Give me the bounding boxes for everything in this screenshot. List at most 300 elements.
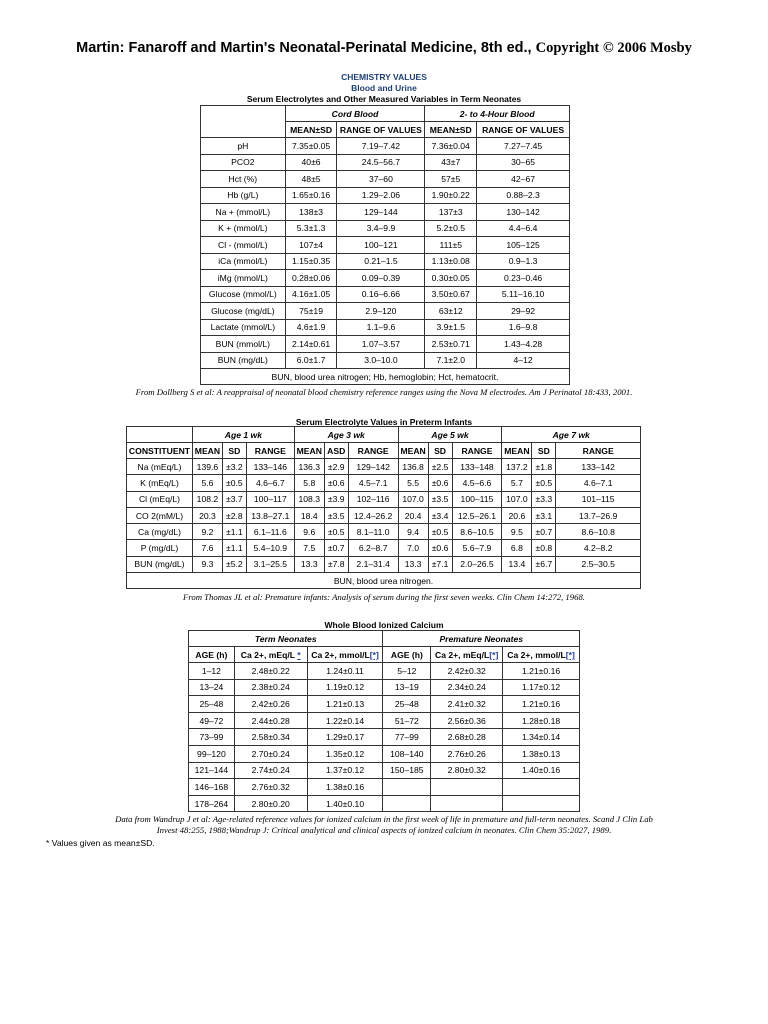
footnote-link[interactable]: [*] <box>489 649 499 660</box>
table-cell <box>431 795 503 812</box>
table-cell: 0.21–1.5 <box>337 253 425 270</box>
row-label: 121–144 <box>189 762 235 779</box>
row-label: 73–99 <box>189 729 235 746</box>
group-header: Premature Neonates <box>383 631 580 647</box>
table-cell: 1.65±0.16 <box>285 187 337 204</box>
table-cell: 0.16–6.66 <box>337 286 425 303</box>
table-cell: 2.0–26.5 <box>452 556 502 572</box>
table-cell: 2.44±0.28 <box>234 712 307 729</box>
table-cell: 13.4 <box>502 556 532 572</box>
column-header: RANGE OF VALUES <box>337 122 425 138</box>
table-cell: 2.34±0.24 <box>431 679 503 696</box>
table-cell: 100–115 <box>452 491 502 507</box>
table-row <box>189 679 580 696</box>
table-cell: ±0.7 <box>324 540 348 556</box>
row-label: K (mEq/L) <box>127 475 193 491</box>
table-cell: 3.1–25.5 <box>246 556 294 572</box>
page-title <box>0 40 768 57</box>
row-label: Hct (%) <box>201 171 286 188</box>
source-citation: Data from Wandrup J et al: Age-related reference values for ionized calcium in the first week of life in premature and full-term neonates. Scand J Clin Lab <box>115 814 653 824</box>
table-cell: 129–144 <box>337 204 425 221</box>
table-cell: ±0.6 <box>324 475 348 491</box>
table-cell: 2.80±0.32 <box>431 762 503 779</box>
table-cell: ±0.5 <box>222 475 246 491</box>
table-cell: 7.6 <box>192 540 222 556</box>
table-cell: 4.4–6.4 <box>477 220 570 237</box>
row-label: Cl - (mmol/L) <box>201 237 286 254</box>
table-cell: 7.36±0.04 <box>425 138 477 155</box>
table-cell: 1.40±0.16 <box>503 762 580 779</box>
table-cell: ±3.4 <box>428 507 452 523</box>
chemistry-values-title: CHEMISTRY VALUES <box>341 72 427 82</box>
table-cell: 5.11–16.10 <box>477 286 570 303</box>
row-label: 13–24 <box>189 679 235 696</box>
table-cell: ±0.8 <box>532 540 556 556</box>
column-header: SD <box>532 443 556 459</box>
row-label: Glucose (mmol/L) <box>201 286 286 303</box>
table-row <box>127 524 641 540</box>
table-cell: 77–99 <box>383 729 431 746</box>
table-cell: 108–140 <box>383 745 431 762</box>
term-neonates-table <box>200 105 570 385</box>
copyright: Copyright © 2006 Mosby <box>535 40 692 56</box>
table-cell: 9.3 <box>192 556 222 572</box>
column-header: RANGE <box>556 443 641 459</box>
table-cell: 2.1–31.4 <box>348 556 398 572</box>
table-row <box>201 319 570 336</box>
source-citation: Invest 48:255, 1988;Wandrup J: Critical analytical and clinical aspects of ionized calcium in neonates. Clin Chem 35:2027, 1989. <box>156 825 612 835</box>
table-cell: 107.0 <box>502 491 532 507</box>
table-row <box>201 352 570 369</box>
table-cell: 100–121 <box>337 237 425 254</box>
source-citation: From Dollberg S et al: A reappraisal of neonatal blood chemistry reference ranges using the Nova M electrodes. Am J Perinatol 18:433, 2001. <box>135 387 633 397</box>
table-cell: 2.42±0.32 <box>431 663 503 680</box>
table-cell: 25–48 <box>383 696 431 713</box>
table-cell: ±7.8 <box>324 556 348 572</box>
table-cell: 1.43–4.28 <box>477 336 570 353</box>
table-cell: 107±4 <box>285 237 337 254</box>
ionized-calcium-table-title: Whole Blood Ionized Calcium <box>324 620 444 630</box>
row-label: 49–72 <box>189 712 235 729</box>
table-cell: 138±3 <box>285 204 337 221</box>
row-label: P (mg/dL) <box>127 540 193 556</box>
table-cell: 7.19–7.42 <box>337 138 425 155</box>
table-cell: 12.4–26.2 <box>348 507 398 523</box>
table-cell: 1.21±0.13 <box>307 696 383 713</box>
book-title: Martin: Fanaroff and Martin's Neonatal-Perinatal Medicine, 8th ed., <box>76 40 532 56</box>
table-row <box>127 491 641 507</box>
table-cell: 2.5–30.5 <box>556 556 641 572</box>
table-cell: 9.6 <box>294 524 324 540</box>
values-footnote: * Values given as mean±SD. <box>46 838 155 848</box>
table-row <box>201 270 570 287</box>
table-cell: ±1.8 <box>532 459 556 475</box>
column-header: MEAN <box>398 443 428 459</box>
table-cell: 0.30±0.05 <box>425 270 477 287</box>
table-cell: 150–185 <box>383 762 431 779</box>
table-cell: 1.29±0.17 <box>307 729 383 746</box>
table-cell: ±2.9 <box>324 459 348 475</box>
table-cell: 4.6–6.7 <box>246 475 294 491</box>
table-cell: 4.5–7.1 <box>348 475 398 491</box>
table-row <box>127 507 641 523</box>
preterm-table <box>126 426 641 589</box>
table-cell: 5.6–7.9 <box>452 540 502 556</box>
table-cell <box>383 779 431 796</box>
ionized-calcium-table <box>188 630 580 812</box>
table-cell: 137.2 <box>502 459 532 475</box>
table-cell: ±7.1 <box>428 556 452 572</box>
table-cell: ±3.1 <box>532 507 556 523</box>
table-cell: 108.2 <box>192 491 222 507</box>
table-cell: ±2.5 <box>428 459 452 475</box>
group-header: Cord Blood <box>285 106 425 122</box>
column-header <box>431 647 503 663</box>
table-cell: 13.7–26.9 <box>556 507 641 523</box>
table-cell: 102–116 <box>348 491 398 507</box>
table-cell: 2.48±0.22 <box>234 663 307 680</box>
table-cell: 0.28±0.06 <box>285 270 337 287</box>
table-row <box>201 138 570 155</box>
table-row <box>189 745 580 762</box>
table-row <box>189 712 580 729</box>
table-cell: ±0.6 <box>428 475 452 491</box>
table-cell: 30–65 <box>477 154 570 171</box>
table-cell: ±3.9 <box>324 491 348 507</box>
table-cell: 1.1–9.6 <box>337 319 425 336</box>
table-cell: 13.3 <box>398 556 428 572</box>
table-cell: 130–142 <box>477 204 570 221</box>
table-cell: 3.50±0.67 <box>425 286 477 303</box>
table-cell: 101–115 <box>556 491 641 507</box>
table-row <box>189 762 580 779</box>
row-label: BUN (mg/dL) <box>127 556 193 572</box>
table-cell: 1.22±0.14 <box>307 712 383 729</box>
table-cell: 136.3 <box>294 459 324 475</box>
table-cell <box>503 795 580 812</box>
table-cell: 5.5 <box>398 475 428 491</box>
blank-corner <box>201 106 286 138</box>
table-cell: 3.4–9.9 <box>337 220 425 237</box>
column-header: MEAN <box>294 443 324 459</box>
group-header: Age 1 wk <box>192 427 294 443</box>
table-cell: 29–92 <box>477 303 570 320</box>
row-label: 146–168 <box>189 779 235 796</box>
table-cell: 5.7 <box>502 475 532 491</box>
table-cell: 1.90±0.22 <box>425 187 477 204</box>
table-cell: 1.6–9.8 <box>477 319 570 336</box>
table-cell: ±1.1 <box>222 524 246 540</box>
table-cell: 1.21±0.16 <box>503 696 580 713</box>
table-cell: 4.6–7.1 <box>556 475 641 491</box>
row-label: Na (mEq/L) <box>127 459 193 475</box>
table-cell: 7.27–7.45 <box>477 138 570 155</box>
table-cell: ±0.6 <box>428 540 452 556</box>
row-label: Na + (mmol/L) <box>201 204 286 221</box>
table-cell: 2.74±0.24 <box>234 762 307 779</box>
column-header-text: Ca 2+, mEq/L <box>240 649 295 660</box>
table-row <box>201 204 570 221</box>
table-cell: 1.34±0.14 <box>503 729 580 746</box>
table-cell: 20.3 <box>192 507 222 523</box>
column-header: ASD <box>324 443 348 459</box>
table-cell: 1.28±0.18 <box>503 712 580 729</box>
table-cell: 2.38±0.24 <box>234 679 307 696</box>
table-cell: 133–148 <box>452 459 502 475</box>
table-cell: 0.9–1.3 <box>477 253 570 270</box>
column-header: RANGE OF VALUES <box>477 122 570 138</box>
table-cell: 24.5–56.7 <box>337 154 425 171</box>
table-cell: ±1.1 <box>222 540 246 556</box>
table-cell: 7.0 <box>398 540 428 556</box>
table-cell: 8.1–11.0 <box>348 524 398 540</box>
column-header-text: Ca 2+, mmol/L <box>311 649 370 660</box>
table-cell: 2.76±0.26 <box>431 745 503 762</box>
row-label: 178–264 <box>189 795 235 812</box>
row-label: K + (mmol/L) <box>201 220 286 237</box>
table-cell: 1.38±0.13 <box>503 745 580 762</box>
column-header <box>234 647 307 663</box>
group-header: Age 7 wk <box>502 427 641 443</box>
table-cell: ±3.5 <box>428 491 452 507</box>
table-cell: 1.21±0.16 <box>503 663 580 680</box>
table-row <box>189 795 580 812</box>
table-cell: 5.3±1.3 <box>285 220 337 237</box>
table-cell: 0.88–2.3 <box>477 187 570 204</box>
table-cell: 4.5–6.6 <box>452 475 502 491</box>
blood-urine-subtitle: Blood and Urine <box>351 83 417 93</box>
column-header-text: Ca 2+, mEq/L <box>435 649 490 660</box>
table-cell: 6.8 <box>502 540 532 556</box>
table-cell: ±3.2 <box>222 459 246 475</box>
table-cell: 1.38±0.16 <box>307 779 383 796</box>
table-cell: 1.19±0.12 <box>307 679 383 696</box>
table-cell <box>503 779 580 796</box>
table-cell: 13.3 <box>294 556 324 572</box>
table-row <box>201 286 570 303</box>
table-row <box>127 475 641 491</box>
table-cell: 2.42±0.26 <box>234 696 307 713</box>
preterm-table-title: Serum Electrolyte Values in Preterm Infants <box>295 417 473 427</box>
table-cell: ±3.7 <box>222 491 246 507</box>
table-cell: 42–67 <box>477 171 570 188</box>
table-cell: 8.6–10.5 <box>452 524 502 540</box>
table-cell: 100–117 <box>246 491 294 507</box>
column-header <box>503 647 580 663</box>
row-label: iCa (mmol/L) <box>201 253 286 270</box>
table-cell: 12.5–26.1 <box>452 507 502 523</box>
table-row <box>201 171 570 188</box>
row-label: BUN (mg/dL) <box>201 352 286 369</box>
table-cell: 7.5 <box>294 540 324 556</box>
table-cell: 75±19 <box>285 303 337 320</box>
source-citation: From Thomas JL et al: Premature infants: Analysis of serum during the first seven weeks. Clin Chem 14:272, 1968. <box>183 592 585 602</box>
table-cell: 136.8 <box>398 459 428 475</box>
column-header <box>307 647 383 663</box>
table-cell: 0.09–0.39 <box>337 270 425 287</box>
table-row <box>201 237 570 254</box>
table-cell: 108.3 <box>294 491 324 507</box>
table-cell: 129–142 <box>348 459 398 475</box>
table-row <box>127 556 641 572</box>
column-header: RANGE <box>348 443 398 459</box>
table-cell: 5.6 <box>192 475 222 491</box>
table-cell: ±6.7 <box>532 556 556 572</box>
table-cell: 2.68±0.28 <box>431 729 503 746</box>
table-cell: 2.56±0.36 <box>431 712 503 729</box>
table-cell: 6.2–8.7 <box>348 540 398 556</box>
table-cell: 1.24±0.11 <box>307 663 383 680</box>
table-row <box>189 779 580 796</box>
table-cell: ±2.8 <box>222 507 246 523</box>
table-cell: 1.40±0.10 <box>307 795 383 812</box>
row-label: CO 2(mM/L) <box>127 507 193 523</box>
footnote-link[interactable]: [*] <box>369 649 379 660</box>
row-label: 99–120 <box>189 745 235 762</box>
table-footnote: BUN, blood urea nitrogen. <box>127 573 641 589</box>
table-cell: 5.4–10.9 <box>246 540 294 556</box>
table-cell: 40±6 <box>285 154 337 171</box>
table-cell: 48±5 <box>285 171 337 188</box>
table-cell: ±0.7 <box>532 524 556 540</box>
table-cell: 1.37±0.12 <box>307 762 383 779</box>
row-label: Lactate (mmol/L) <box>201 319 286 336</box>
table-cell: 63±12 <box>425 303 477 320</box>
group-header: Term Neonates <box>189 631 383 647</box>
table-row <box>201 220 570 237</box>
row-label: Cl (mEq/L) <box>127 491 193 507</box>
table-cell: 1.35±0.12 <box>307 745 383 762</box>
table-cell: 2.80±0.20 <box>234 795 307 812</box>
term-neonates-table-title: Serum Electrolytes and Other Measured Variables in Term Neonates <box>246 94 522 104</box>
row-label: Hb (g/L) <box>201 187 286 204</box>
table-cell: 2.14±0.61 <box>285 336 337 353</box>
row-label: BUN (mmol/L) <box>201 336 286 353</box>
table-cell: 13.8–27.1 <box>246 507 294 523</box>
column-header: RANGE <box>452 443 502 459</box>
table-cell: 7.1±2.0 <box>425 352 477 369</box>
table-cell: ±3.5 <box>324 507 348 523</box>
table-cell: 2.9–120 <box>337 303 425 320</box>
table-cell: ±5.2 <box>222 556 246 572</box>
column-header: CONSTITUENT <box>127 443 193 459</box>
table-cell: 37–60 <box>337 171 425 188</box>
row-label: 25–48 <box>189 696 235 713</box>
table-cell: 1.07–3.57 <box>337 336 425 353</box>
table-cell: 1.15±0.35 <box>285 253 337 270</box>
table-cell: 105–125 <box>477 237 570 254</box>
table-row <box>127 540 641 556</box>
table-cell: ±0.5 <box>324 524 348 540</box>
table-cell: 3.0–10.0 <box>337 352 425 369</box>
table-footnote: BUN, blood urea nitrogen; Hb, hemoglobin; Hct, hematocrit. <box>201 369 570 385</box>
table-cell: ±3.3 <box>532 491 556 507</box>
table-row <box>189 729 580 746</box>
table-cell: 139.6 <box>192 459 222 475</box>
table-cell: 2.53±0.71 <box>425 336 477 353</box>
table-cell: 2.41±0.32 <box>431 696 503 713</box>
table-cell: ±0.5 <box>428 524 452 540</box>
table-cell: 133–142 <box>556 459 641 475</box>
table-cell: 3.9±1.5 <box>425 319 477 336</box>
footnote-link[interactable]: [*] <box>565 649 575 660</box>
table-cell: 51–72 <box>383 712 431 729</box>
table-cell: 2.58±0.34 <box>234 729 307 746</box>
table-row <box>189 696 580 713</box>
table-cell: 6.0±1.7 <box>285 352 337 369</box>
table-cell: 111±5 <box>425 237 477 254</box>
table-cell: 0.23–0.46 <box>477 270 570 287</box>
table-cell: 1.13±0.08 <box>425 253 477 270</box>
table-cell: 5–12 <box>383 663 431 680</box>
table-cell: 5.2±0.5 <box>425 220 477 237</box>
row-label: PCO2 <box>201 154 286 171</box>
group-header: 2- to 4-Hour Blood <box>425 106 570 122</box>
table-cell: 2.76±0.32 <box>234 779 307 796</box>
table-row <box>201 253 570 270</box>
column-header: SD <box>222 443 246 459</box>
blank-corner <box>127 427 193 443</box>
table-cell: 9.4 <box>398 524 428 540</box>
group-header: Age 3 wk <box>294 427 398 443</box>
table-row <box>201 187 570 204</box>
table-cell: 133–146 <box>246 459 294 475</box>
table-cell: 1.17±0.12 <box>503 679 580 696</box>
table-row <box>189 663 580 680</box>
column-header: MEAN <box>192 443 222 459</box>
table-cell: 43±7 <box>425 154 477 171</box>
column-header: RANGE <box>246 443 294 459</box>
row-label: pH <box>201 138 286 155</box>
table-cell: 20.4 <box>398 507 428 523</box>
table-cell: 6.1–11.6 <box>246 524 294 540</box>
table-cell <box>383 795 431 812</box>
row-label: Glucose (mg/dL) <box>201 303 286 320</box>
table-cell: 7.35±0.05 <box>285 138 337 155</box>
table-cell: 1.29–2.06 <box>337 187 425 204</box>
table-cell: 20.6 <box>502 507 532 523</box>
table-cell: 4.2–8.2 <box>556 540 641 556</box>
column-header: MEAN±SD <box>425 122 477 138</box>
table-cell: 13–19 <box>383 679 431 696</box>
table-cell: 4.6±1.9 <box>285 319 337 336</box>
table-row <box>201 336 570 353</box>
column-header: MEAN±SD <box>285 122 337 138</box>
group-header: Age 5 wk <box>398 427 502 443</box>
table-cell: 57±5 <box>425 171 477 188</box>
table-row <box>201 303 570 320</box>
table-cell: 9.2 <box>192 524 222 540</box>
column-header: AGE (h) <box>189 647 235 663</box>
table-cell: 18.4 <box>294 507 324 523</box>
table-row <box>201 154 570 171</box>
row-label: 1–12 <box>189 663 235 680</box>
footnote-link[interactable]: * <box>297 649 301 660</box>
table-cell: 5.8 <box>294 475 324 491</box>
table-cell: 8.6–10.8 <box>556 524 641 540</box>
column-header-text: Ca 2+, mmol/L <box>507 649 566 660</box>
table-cell: 2.70±0.24 <box>234 745 307 762</box>
column-header: SD <box>428 443 452 459</box>
table-cell: 107.0 <box>398 491 428 507</box>
table-cell: 9.5 <box>502 524 532 540</box>
table-cell: ±0.5 <box>532 475 556 491</box>
table-cell: 4–12 <box>477 352 570 369</box>
table-cell: 4.16±1.05 <box>285 286 337 303</box>
row-label: iMg (mmol/L) <box>201 270 286 287</box>
table-row <box>127 459 641 475</box>
column-header: MEAN <box>502 443 532 459</box>
